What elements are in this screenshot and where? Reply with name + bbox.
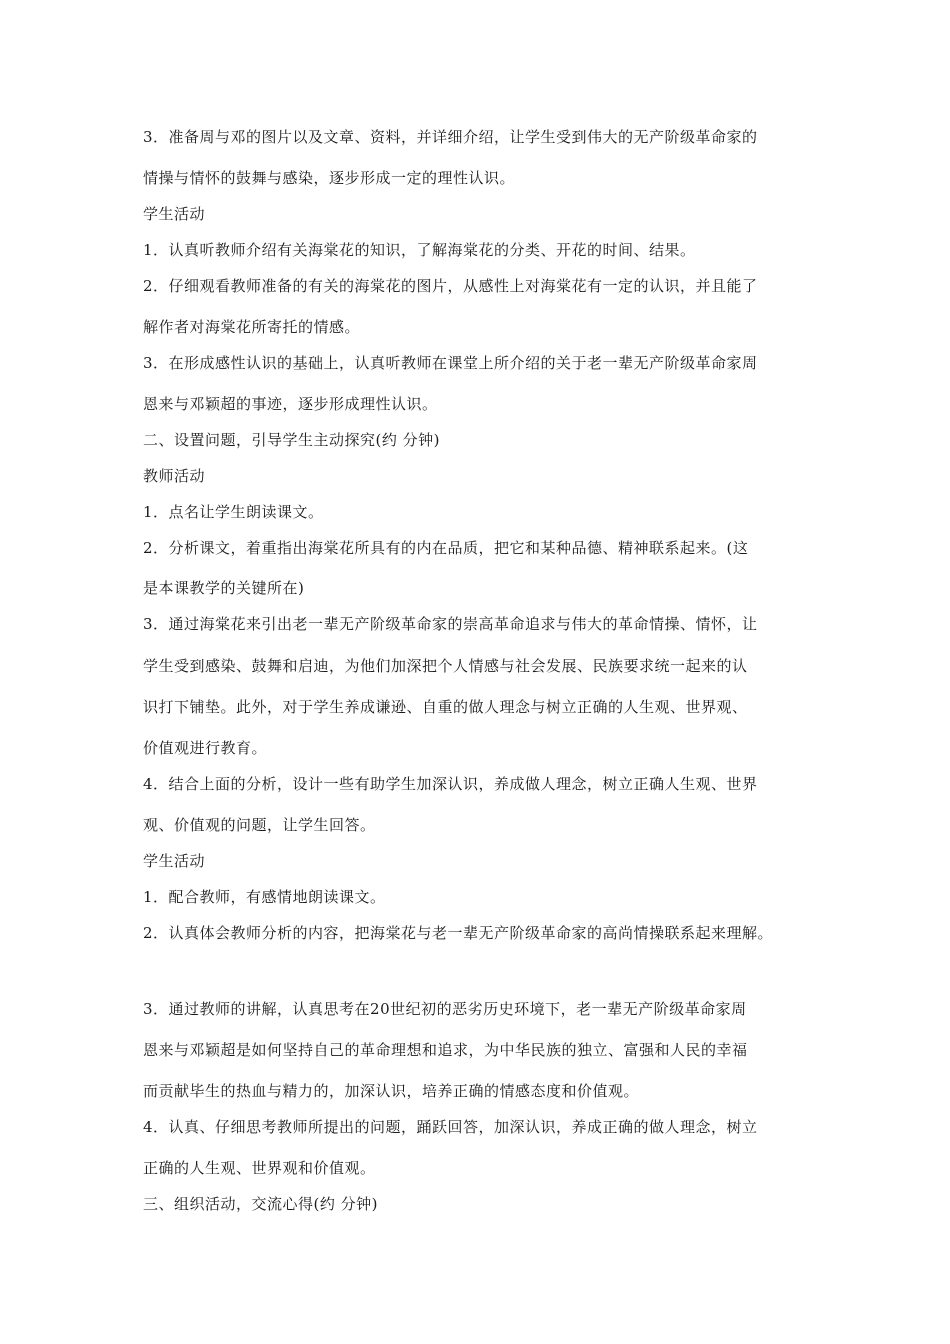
text-line: 恩来与邓颖超是如何坚持自己的革命理想和追求，为中华民族的独立、富强和人民的幸福 (143, 1041, 748, 1059)
text-line: 解作者对海棠花所寄托的情感。 (143, 318, 361, 336)
text-line: 学生受到感染、鼓舞和启迪，为他们加深把个人情感与社会发展、民族要求统一起来的认 (143, 657, 748, 675)
text-line: 2．认真体会教师分析的内容，把海棠花与老一辈无产阶级革命家的高尚情操联系起来理解。 (143, 924, 774, 942)
text-line: 2．仔细观看教师准备的有关的海棠花的图片，从感性上对海棠花有一定的认识，并且能了 (143, 277, 758, 295)
section-heading: 二、设置问题，引导学生主动探究(约 分钟) (143, 431, 440, 449)
text-line: 1．配合教师，有感情地朗读课文。 (143, 888, 386, 906)
text-line: 是本课教学的关键所在) (143, 579, 305, 597)
text-line: 恩来与邓颖超的事迹，逐步形成理性认识。 (143, 395, 438, 413)
text-line: 识打下铺垫。此外，对于学生养成谦逊、自重的做人理念与树立正确的人生观、世界观、 (143, 698, 748, 716)
text-line: 价值观进行教育。 (143, 739, 268, 757)
section-label: 学生活动 (143, 852, 206, 870)
text-line: 1．点名让学生朗读课文。 (143, 503, 324, 521)
text-line: 1．认真听教师介绍有关海棠花的知识，了解海棠花的分类、开花的时间、结果。 (143, 241, 696, 259)
text-line: 情操与情怀的鼓舞与感染，逐步形成一定的理性认识。 (143, 169, 516, 187)
text-line: 3．通过海棠花来引出老一辈无产阶级革命家的崇高革命追求与伟大的革命情操、情怀，让 (143, 615, 758, 633)
text-line: 3．通过教师的讲解，认真思考在20世纪初的恶劣历史环境下，老一辈无产阶级革命家周 (143, 1000, 747, 1018)
text-line: 观、价值观的问题，让学生回答。 (143, 816, 376, 834)
text-line: 3．准备周与邓的图片以及文章、资料，并详细介绍，让学生受到伟大的无产阶级革命家的 (143, 128, 758, 146)
text-line: 4．认真、仔细思考教师所提出的问题，踊跃回答，加深认识，养成正确的做人理念，树立 (143, 1118, 758, 1136)
text-line: 4．结合上面的分析，设计一些有助学生加深认识，养成做人理念，树立正确人生观、世界 (143, 775, 758, 793)
text-line: 3．在形成感性认识的基础上，认真听教师在课堂上所介绍的关于老一辈无产阶级革命家周 (143, 354, 758, 372)
section-label: 学生活动 (143, 205, 206, 223)
text-line: 而贡献毕生的热血与精力的，加深认识，培养正确的情感态度和价值观。 (143, 1082, 640, 1100)
text-line: 2．分析课文，着重指出海棠花所具有的内在品质，把它和某种品德、精神联系起来。(这 (143, 539, 749, 557)
text-line: 正确的人生观、世界观和价值观。 (143, 1159, 376, 1177)
section-heading: 三、组织活动，交流心得(约 分钟) (143, 1195, 378, 1213)
section-label: 教师活动 (143, 467, 206, 485)
